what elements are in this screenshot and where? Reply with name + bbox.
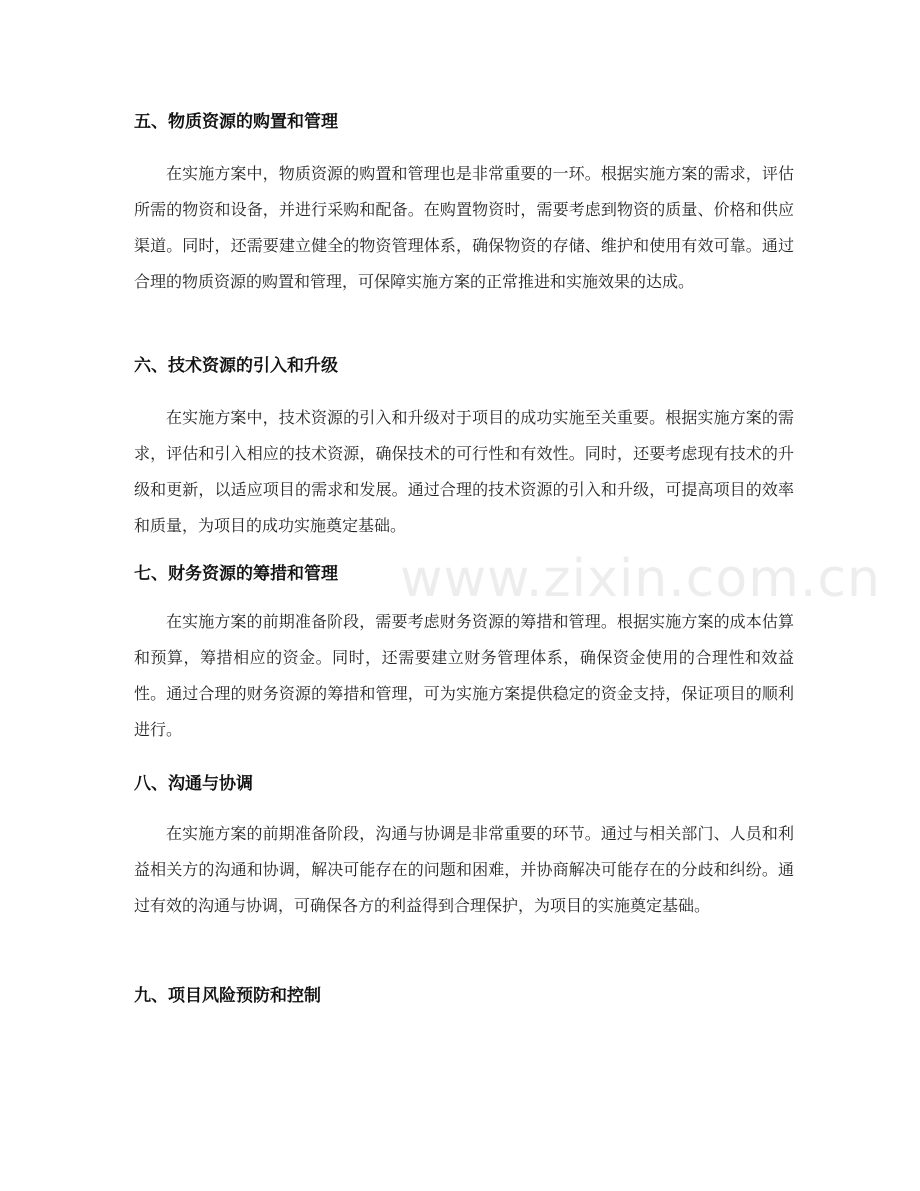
section-material-resources: [134, 110, 794, 300]
section-paragraph: 在实施方案中，物质资源的购置和管理也是非常重要的一环。根据实施方案的需求，评估所需的物资和设备，并进行采购和配备。在购置物资时，需要考虑到物资的质量、价格和供应渠道。同时，还需要建立健全的物资管理体系，确保物资的存储、维护和使用有效可靠。通过合理的物质资源的购置和管理，可保障实施方案的正常推进和实施效果的达成。: [134, 164, 794, 291]
section-heading: 九、项目风险预防和控制: [134, 986, 321, 1006]
section-heading: 五、物质资源的购置和管理: [134, 112, 338, 132]
section-financial-resources: [134, 562, 794, 748]
section-communication: [134, 772, 794, 924]
section-paragraph: 在实施方案的前期准备阶段，需要考虑财务资源的筹措和管理。根据实施方案的成本估算和预算，筹措相应的资金。同时，还需要建立财务管理体系，确保资金使用的合理性和效益性。通过合理的财务资源的筹措和管理，可为实施方案提供稳定的资金支持，保证项目的顺利进行。: [134, 612, 794, 739]
section-paragraph: 在实施方案的前期准备阶段，沟通与协调是非常重要的环节。通过与相关部门、人员和利益相关方的沟通和协调，解决可能存在的问题和困难，并协商解决可能存在的分歧和纠纷。通过有效的沟通与协调，可确保各方的利益得到合理保护，为项目的实施奠定基础。: [134, 824, 794, 915]
section-heading: 七、财务资源的筹措和管理: [134, 564, 338, 584]
section-technical-resources: [134, 354, 794, 544]
section-heading: 六、技术资源的引入和升级: [134, 356, 338, 376]
section-risk-control: [134, 984, 794, 1008]
section-heading: 八、沟通与协调: [134, 774, 253, 794]
watermark: www.zixin.com.cn: [400, 549, 881, 609]
section-paragraph: 在实施方案中，技术资源的引入和升级对于项目的成功实施至关重要。根据实施方案的需求，评估和引入相应的技术资源，确保技术的可行性和有效性。同时，还要考虑现有技术的升级和更新，以适应项目的需求和发展。通过合理的技术资源的引入和升级，可提高项目的效率和质量，为项目的成功实施奠定基础。: [134, 408, 794, 535]
